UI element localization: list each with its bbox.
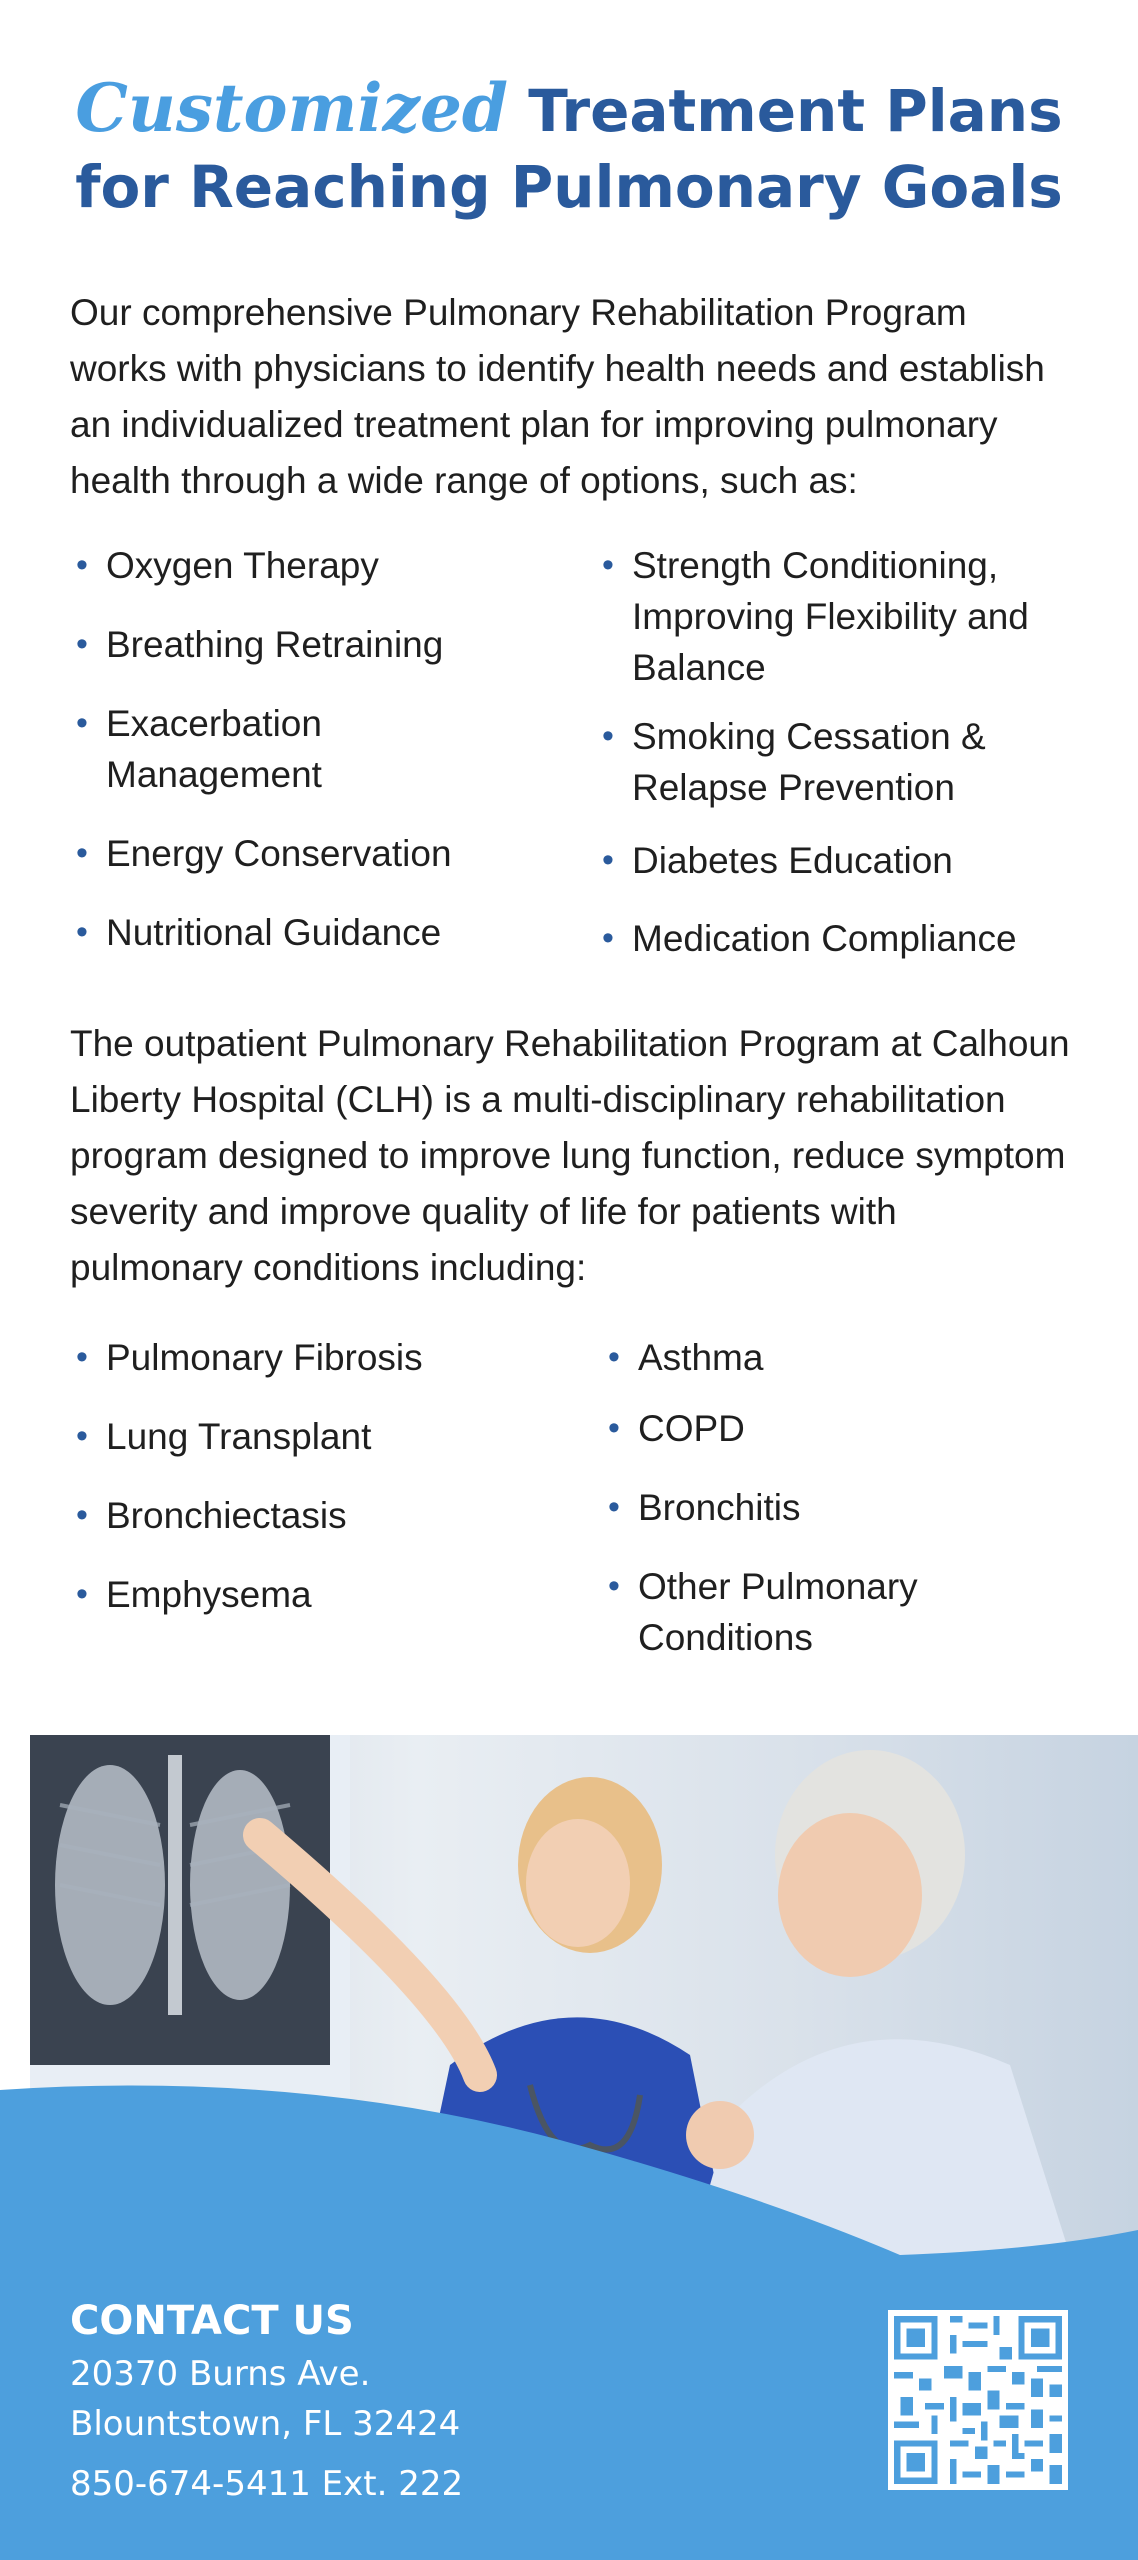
list-item: • Exacerbation Management (72, 698, 542, 800)
options-list-right (598, 540, 1068, 964)
list-item: • Energy Conservation (72, 828, 542, 879)
list-item: • Pulmonary Fibrosis (72, 1332, 572, 1383)
intro-paragraph: Our comprehensive Pulmonary Rehabilitation Program works with physicians to identify health needs and establish an individualized treatment plan for improving pulmonary health through a wide range of options, such as: (70, 292, 1045, 501)
list-item: • Diabetes Education (598, 835, 1068, 886)
list-item: • Lung Transplant (72, 1411, 572, 1462)
options-list-left (72, 540, 542, 958)
list-item: • Bronchiectasis (72, 1490, 572, 1541)
list-item: • Breathing Retraining (72, 619, 542, 670)
address-line-1: 20370 Burns Ave. (70, 2354, 371, 2394)
contact-title: CONTACT US (70, 2298, 354, 2344)
list-item: • Oxygen Therapy (72, 540, 542, 591)
list-item: • Asthma (604, 1332, 984, 1383)
headline-line-1-text: Treatment Plans (508, 77, 1063, 145)
program-paragraph: The outpatient Pulmonary Rehabilitation Program at Calhoun Liberty Hospital (CLH) is a multi-disciplinary rehabilitation program designed to improve lung function, reduce symptom severity and improve quality of life for patients with pulmonary conditions including: (70, 1023, 1070, 1288)
list-item: • Strength Conditioning, Improving Flexibility and Balance (598, 540, 1068, 693)
list-item: • Bronchitis (604, 1482, 984, 1533)
conditions-list-right (604, 1332, 984, 1663)
list-item: • Other Pulmonary Conditions (604, 1561, 984, 1663)
page-headline (0, 70, 1138, 225)
phone-number[interactable]: 850-674-5411 Ext. 222 (70, 2464, 464, 2504)
list-item: • Nutritional Guidance (72, 907, 542, 958)
list-item: • Smoking Cessation & Relapse Prevention (598, 711, 1068, 813)
headline-script-word: Customized (75, 69, 509, 147)
contact-block (70, 2293, 463, 2509)
list-item: • Medication Compliance (598, 913, 1068, 964)
conditions-list-left (72, 1332, 572, 1620)
headline-line-1 (0, 70, 1138, 149)
headline-line-2: for Reaching Pulmonary Goals (75, 153, 1063, 221)
list-item: • COPD (604, 1403, 984, 1454)
qr-code[interactable] (888, 2310, 1068, 2490)
address-line-2: Blountstown, FL 32424 (70, 2404, 461, 2444)
list-item: • Emphysema (72, 1569, 572, 1620)
